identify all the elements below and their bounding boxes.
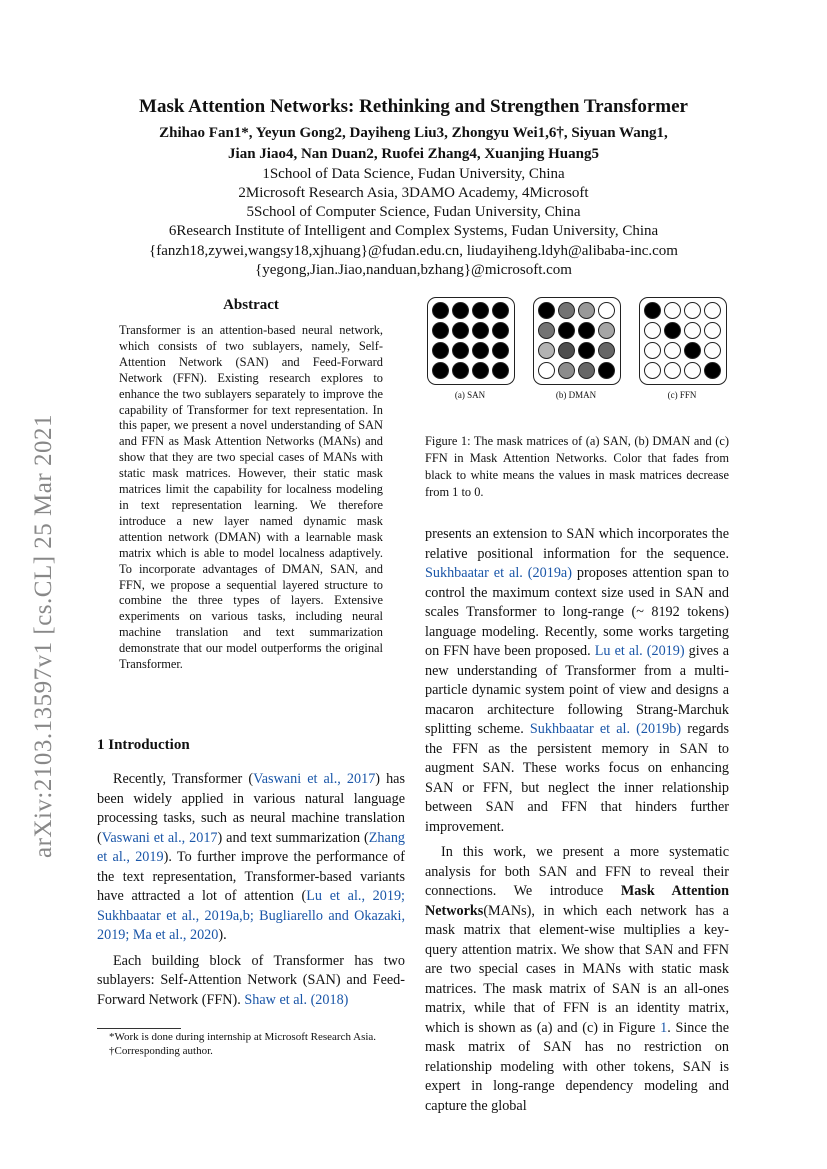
san-matrix-cell bbox=[452, 362, 469, 379]
san-matrix-cell bbox=[492, 302, 509, 319]
paper-title: Mask Attention Networks: Rethinking and Strengthen Transformer bbox=[139, 96, 688, 117]
right-column-body bbox=[425, 525, 729, 1116]
authors-line-2: Jian Jiao4, Nan Duan2, Ruofei Zhang4, Xuanjing Huang5 bbox=[228, 146, 599, 162]
dman-matrix-cell bbox=[578, 322, 595, 339]
ffn-matrix-cell bbox=[704, 362, 721, 379]
arxiv-stamp: arXiv:2103.13597v1 [cs.CL] 25 Mar 2021 bbox=[30, 414, 57, 858]
citation-link[interactable]: Shaw et al. (2018) bbox=[244, 991, 349, 1008]
emails-2: {yegong,Jian.Jiao,nanduan,bzhang}@microsoft.com bbox=[255, 262, 572, 278]
ffn-matrix-cell bbox=[664, 302, 681, 319]
ffn-matrix-cell bbox=[704, 302, 721, 319]
section-introduction-heading: 1 Introduction bbox=[97, 737, 190, 753]
san-matrix-cell bbox=[472, 342, 489, 359]
citation-link[interactable]: Lu et al. (2019) bbox=[594, 643, 685, 659]
san-matrix-cell bbox=[452, 342, 469, 359]
san-matrix-cell bbox=[432, 302, 449, 319]
san-matrix-cell bbox=[472, 362, 489, 379]
figure-label-san: (a) SAN bbox=[454, 390, 486, 400]
affiliation-3: 5School of Computer Science, Fudan University, China bbox=[246, 204, 581, 220]
ffn-matrix-cell bbox=[684, 322, 701, 339]
ffn-matrix-cell bbox=[644, 322, 661, 339]
san-matrix-cell bbox=[452, 322, 469, 339]
affiliation-4: 6Research Institute of Intelligent and Complex Systems, Fudan University, China bbox=[168, 223, 659, 239]
citation-link[interactable]: Sukhbaatar et al. (2019a) bbox=[425, 565, 572, 581]
ffn-matrix-cell bbox=[664, 342, 681, 359]
intro-paragraph-1: Recently, Transformer (Vaswani et al., 2017) has been widely applied in various natural language processing tasks, such as neural machine translation (Vaswani et al., 2017) and text summarization (Zhang et al., 2019). To further improve the performance of the text representation, Transformer-based variants have attracted a lot of attention (Lu et al., 2019; Sukhbaatar et al., 2019a,b; Bugliarello and Okazaki, 2019; Ma et al., 2020). bbox=[97, 771, 406, 943]
san-matrix-cell bbox=[432, 322, 449, 339]
footnote-1: *Work is done during internship at Microsoft Research Asia. bbox=[109, 1031, 377, 1043]
ffn-matrix-cell bbox=[704, 342, 721, 359]
figure-reference-link[interactable]: 1 bbox=[660, 1019, 668, 1036]
san-matrix-cell bbox=[472, 322, 489, 339]
dman-matrix-cell bbox=[598, 302, 615, 319]
ffn-matrix-cell bbox=[684, 362, 701, 379]
affiliation-2: 2Microsoft Research Asia, 3DAMO Academy, 4Microsoft bbox=[238, 185, 589, 201]
ffn-matrix-cell bbox=[704, 322, 721, 339]
figure-label-dman: (b) DMAN bbox=[555, 390, 597, 400]
ffn-matrix-cell bbox=[644, 362, 661, 379]
san-matrix-cell bbox=[492, 342, 509, 359]
dman-matrix-cell bbox=[558, 322, 575, 339]
ffn-mask-matrix bbox=[639, 297, 727, 385]
dman-mask-matrix bbox=[533, 297, 621, 385]
right-paragraph-2: In this work, we present a more systematic analysis for both SAN and FFN to reveal their connections. We introduce Mask Attention Networks(MANs), in which each network has a mask matrix that element-wise multiplies a key-query attention matrix. We show that SAN and FFN are two special cases in MANs with static mask matrices. The mask matrix of SAN is an all-ones matrix, while that of FFN is an identity matrix, which is shown as (a) and (c) in Figure 1. Since the mask matrix of SAN has no restriction on relationship modeling with other tokens, SAN is expert in long-range dependency modeling and capture the global bbox=[425, 844, 729, 1114]
citation-link[interactable]: Vaswani et al., 2017 bbox=[101, 829, 218, 846]
dman-matrix-cell bbox=[598, 342, 615, 359]
citation-link[interactable]: Zhang et al., 2019 bbox=[97, 829, 406, 865]
dman-matrix-cell bbox=[578, 342, 595, 359]
citation-link[interactable]: Lu et al., 2019; Sukhbaatar et al., 2019a,b; Bugliarello and Okazaki, 2019; Ma et al., 2020 bbox=[97, 888, 406, 943]
san-matrix-cell bbox=[432, 342, 449, 359]
figure-caption: Figure 1: The mask matrices of (a) SAN, (b) DMAN and (c) FFN in Mask Attention Networks. Color that fades from black to white means the values in mask matrices decrease from 1 to 0. bbox=[425, 434, 729, 499]
san-mask-matrix bbox=[427, 297, 515, 385]
footnote-2: †Corresponding author. bbox=[109, 1045, 213, 1057]
intro-body bbox=[97, 770, 405, 1010]
ffn-matrix-cell bbox=[644, 302, 661, 319]
ffn-matrix-cell bbox=[664, 362, 681, 379]
affiliation-1: 1School of Data Science, Fudan University, China bbox=[262, 166, 565, 182]
ffn-matrix-cell bbox=[684, 342, 701, 359]
dman-matrix-cell bbox=[578, 362, 595, 379]
footnote-divider bbox=[97, 1028, 181, 1029]
dman-matrix-cell bbox=[558, 342, 575, 359]
dman-matrix-cell bbox=[598, 362, 615, 379]
dman-matrix-cell bbox=[538, 302, 555, 319]
san-matrix-cell bbox=[452, 302, 469, 319]
footnotes bbox=[97, 1030, 405, 1058]
san-matrix-cell bbox=[432, 362, 449, 379]
right-paragraph-1: presents an extension to SAN which incorporates the relative positional information for the sequence. Sukhbaatar et al. (2019a) proposes attention span to control the maximum context size used in SAN and scales Transformer to long-range (~ 8192 tokens) language modeling. Recently, some works targeting on FFN have been proposed. Lu et al. (2019) gives a new understanding of Transformer from a multi-particle dynamic system point of view and designs a macaron architecture following Strang-Marchuk splitting scheme. Sukhbaatar et al. (2019b) regards the FFN as the persistent memory in SAN to augment SAN. These works focus on enhancing SAN or FFN, but neglect the inner relationship between SAN and FFN that hinders further improvement. bbox=[425, 526, 730, 835]
dman-matrix-cell bbox=[558, 362, 575, 379]
dman-matrix-cell bbox=[538, 362, 555, 379]
citation-link[interactable]: Vaswani et al., 2017 bbox=[253, 771, 376, 787]
figure-label-ffn: (c) FFN bbox=[667, 390, 697, 400]
emails-1: {fanzh18,zywei,wangsy18,xjhuang}@fudan.edu.cn, liudayiheng.ldyh@alibaba-inc.com bbox=[149, 243, 678, 259]
citation-link[interactable]: Sukhbaatar et al. (2019b) bbox=[529, 721, 682, 737]
intro-paragraph-2: Each building block of Transformer has two sublayers: Self-Attention Network (SAN) and Feed-Forward Network (FFN). Shaw et al. (2018) bbox=[97, 952, 405, 1008]
dman-matrix-cell bbox=[538, 342, 555, 359]
san-matrix-cell bbox=[492, 362, 509, 379]
dman-matrix-cell bbox=[558, 302, 575, 319]
abstract-text: Transformer is an attention-based neural network, which consists of two sublayers, namely, Self-Attention Network (SAN) and Feed-Forward Network (FFN). Existing research explores to enhance the two sublayers separately to improve the capability of Transformer for text representation. In this paper, we present a novel understanding of SAN and FFN as Mask Attention Networks (MANs) and show that they are two special cases of MANs with static mask matrices. However, their static mask matrices limit the capability for localness modeling in text representation learning. We therefore introduce a new layer named dynamic mask attention network (DMAN) with a learnable mask matrix which is able to model localness adaptively. To incorporate advantages of DMAN, SAN, and FFN, we propose a sequential layered structure to combine the three types of layers. Extensive experiments on various tasks, including neural machine translation and text summarization demonstrate that our model outperforms the original Transformer. bbox=[119, 323, 383, 672]
san-matrix-cell bbox=[492, 322, 509, 339]
abstract-heading: Abstract bbox=[223, 297, 279, 313]
ffn-matrix-cell bbox=[684, 302, 701, 319]
san-matrix-cell bbox=[472, 302, 489, 319]
ffn-matrix-cell bbox=[644, 342, 661, 359]
ffn-matrix-cell bbox=[664, 322, 681, 339]
dman-matrix-cell bbox=[538, 322, 555, 339]
authors-line-1: Zhihao Fan1*, Yeyun Gong2, Dayiheng Liu3, Zhongyu Wei1,6†, Siyuan Wang1, bbox=[159, 125, 668, 141]
dman-matrix-cell bbox=[598, 322, 615, 339]
dman-matrix-cell bbox=[578, 302, 595, 319]
